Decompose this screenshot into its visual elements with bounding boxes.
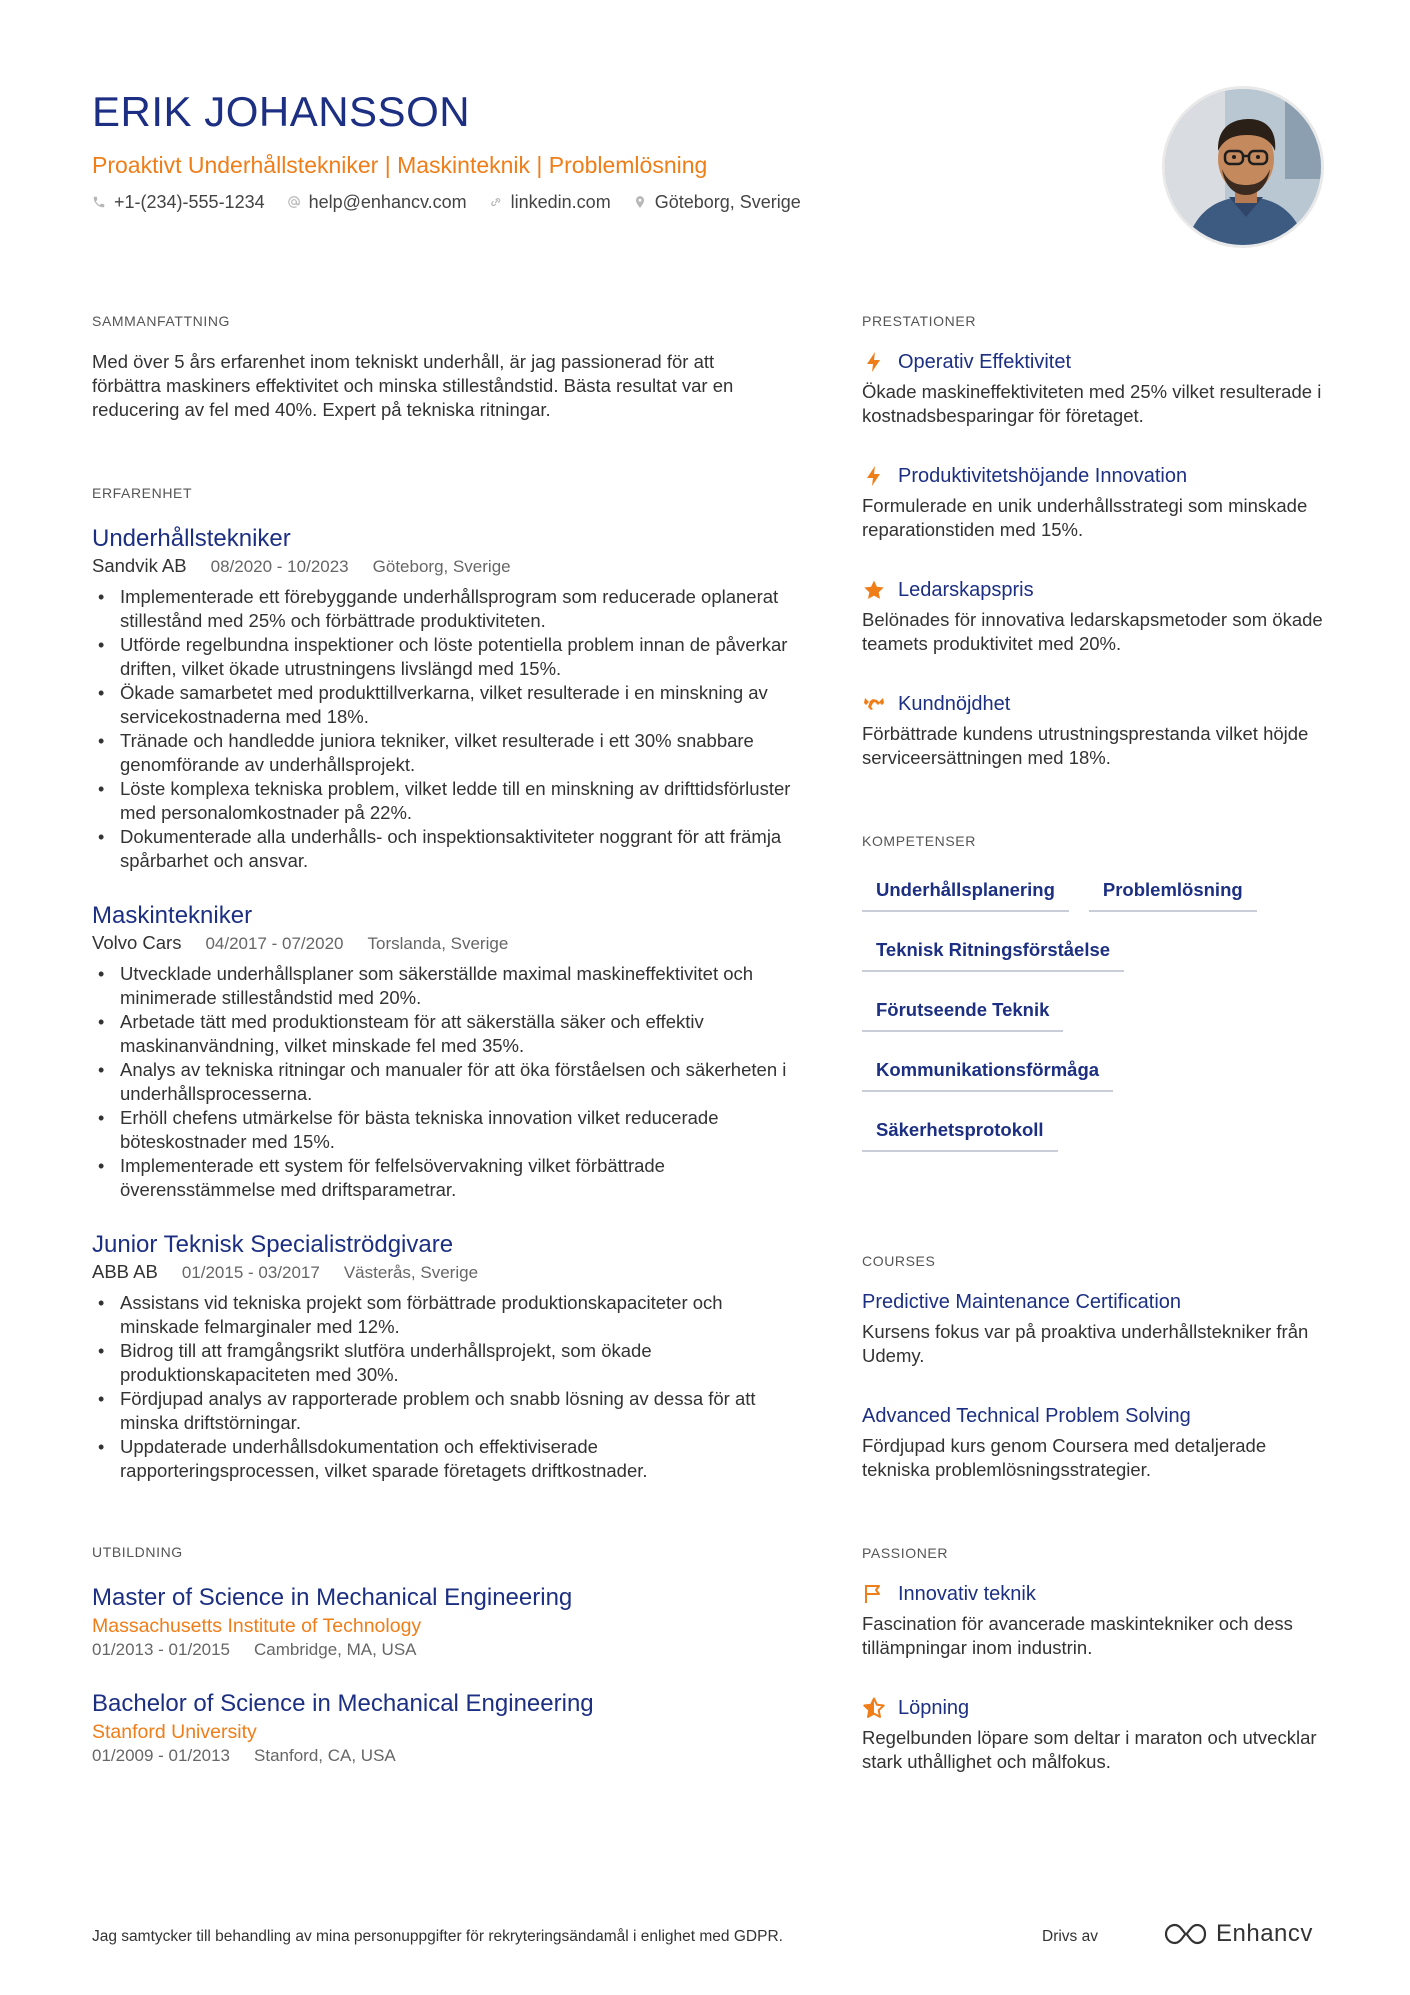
brand-name: Enhancv — [1216, 1920, 1313, 1947]
achievement-item — [862, 348, 1332, 428]
education-entry — [92, 1689, 792, 1767]
resume-footer — [92, 1918, 1332, 1958]
enhancv-logo-icon — [1162, 1920, 1208, 1948]
achievements-title: PRESTATIONER — [862, 313, 977, 329]
skill-tag: Säkerhetsprotokoll — [862, 1112, 1058, 1152]
bullet-item: • Implementerade ett system för felfelsövervakning vilket förbättrade överensstämmelse med driftsparametrar. — [92, 1154, 792, 1202]
job-entry — [92, 901, 792, 1202]
education-school: Massachusetts Institute of Technology — [92, 1615, 422, 1637]
contact-email[interactable] — [287, 190, 467, 214]
courses-title: COURSES — [862, 1253, 936, 1269]
passions-title: PASSIONER — [862, 1545, 949, 1561]
phone-icon — [92, 195, 106, 209]
course-desc: Kursens fokus var på proaktiva underhållstekniker från Udemy. — [862, 1321, 1309, 1366]
bullet-item: • Implementerade ett förebyggande underhållsprogram som reducerade oplanerat stillestånd med 25% och förbättrade produktiviteten. — [92, 585, 792, 633]
achievement-item — [862, 690, 1332, 770]
bolt-icon — [862, 350, 886, 374]
brand-logo[interactable] — [1162, 1920, 1313, 1948]
job-bullets — [92, 962, 792, 1202]
course-item — [862, 1402, 1332, 1482]
bullet-item: • Löste komplexa tekniska problem, vilket ledde till en minskning av drifttidsförluster med personalomkostnader på 22%. — [92, 777, 792, 825]
bullet-item: • Arbetade tätt med produktionsteam för att säkerställa säker och effektiv maskinanvändning, vilket minskade fel med 35%. — [92, 1010, 792, 1058]
skills-list — [862, 872, 1332, 1172]
star-icon — [862, 578, 886, 602]
course-title: Advanced Technical Problem Solving — [862, 1405, 1191, 1427]
profile-photo — [1162, 86, 1324, 248]
contact-phone — [92, 190, 265, 214]
achievement-title: Produktivitetshöjande Innovation — [898, 465, 1188, 487]
job-location: Västerås, Sverige — [343, 1263, 479, 1282]
achievement-title: Operativ Effektivitet — [898, 351, 1072, 373]
education-dates: 01/2013 - 01/2015 — [92, 1640, 231, 1659]
passion-title: Löpning — [898, 1697, 970, 1719]
skill-tag: Underhållsplanering — [862, 872, 1069, 912]
skill-tag: Teknisk Ritningsförståelse — [862, 932, 1124, 972]
job-company: Volvo Cars — [92, 932, 182, 953]
education-location: Stanford, CA, USA — [254, 1746, 396, 1765]
job-bullets — [92, 585, 792, 873]
job-title: Maskintekniker — [92, 902, 253, 929]
powered-by-label: Drivs av — [1042, 1928, 1098, 1945]
education-meta — [92, 1745, 792, 1767]
experience-title: ERFARENHET — [92, 485, 193, 501]
contact-list — [92, 190, 1142, 214]
bullet-item: • Bidrog till att framgångsrikt slutföra underhållsprojekt, som ökade produktionskapaciteten med 30%. — [92, 1339, 792, 1387]
gdpr-consent: Jag samtycker till behandling av mina personuppgifter för rekryteringsändamål i enlighet med GDPR. — [92, 1928, 783, 1945]
education-title: UTBILDNING — [92, 1544, 183, 1560]
candidate-name: ERIK JOHANSSON — [92, 88, 471, 135]
bullet-item: • Utvecklade underhållsplaner som säkerställde maximal maskineffektivitet och minimerade stilleståndstid med 20%. — [92, 962, 792, 1010]
job-location: Göteborg, Sverige — [372, 557, 511, 576]
achievement-head — [862, 690, 1332, 718]
bullet-item: • Analys av tekniska ritningar och manualer för att öka förståelsen och säkerheten i underhållsprocesserna. — [92, 1058, 792, 1106]
summary-text: Med över 5 års erfarenhet inom tekniskt underhåll, är jag passionerad för att förbättra maskiners effektivitet och minska stilleståndstid. Bästa resultat var en reducering av fel med 40%. Expert på tekniska ritningar. — [92, 351, 734, 420]
education-school: Stanford University — [92, 1721, 257, 1743]
handshake-icon — [862, 692, 886, 716]
skill-tag: Problemlösning — [1089, 872, 1257, 912]
achievement-item — [862, 576, 1332, 656]
job-meta — [92, 931, 792, 956]
education-entry — [92, 1583, 792, 1661]
job-bullets — [92, 1291, 792, 1483]
job-entry — [92, 524, 792, 873]
education-meta — [92, 1639, 792, 1661]
job-company: ABB AB — [92, 1261, 158, 1282]
achievement-desc: Förbättrade kundens utrustningsprestanda vilket höjde serviceersättningen med 18%. — [862, 723, 1309, 768]
job-dates: 01/2015 - 03/2017 — [181, 1263, 320, 1282]
passion-item — [862, 1694, 1332, 1774]
achievement-head — [862, 576, 1332, 604]
right-column — [862, 312, 1332, 1774]
skill-tag: Kommunikationsförmåga — [862, 1052, 1113, 1092]
bolt-icon — [862, 464, 886, 488]
location-pin-icon — [633, 195, 647, 209]
bullet-item: • Assistans vid tekniska projekt som förbättrade produktionskapaciteter och minskade felmarginaler med 12%. — [92, 1291, 792, 1339]
skill-tag: Förutseende Teknik — [862, 992, 1063, 1032]
achievement-desc: Formulerade en unik underhållsstrategi som minskade reparationstiden med 15%. — [862, 495, 1308, 540]
job-title: Junior Teknisk Specialiströdgivare — [92, 1231, 454, 1258]
achievement-head — [862, 348, 1332, 376]
location-text: Göteborg, Sverige — [654, 192, 801, 212]
flag-icon — [862, 1582, 886, 1606]
bullet-item: • Utförde regelbundna inspektioner och löste potentiella problem innan de påverkar driften, vilket ökade utrustningens livslängd med 15%. — [92, 633, 792, 681]
achievement-item — [862, 462, 1332, 542]
job-company: Sandvik AB — [92, 555, 187, 576]
link-icon — [489, 195, 503, 209]
bullet-item: • Fördjupad analys av rapporterade problem och snabb lösning av dessa för att minska driftstörningar. — [92, 1387, 792, 1435]
achievement-title: Kundnöjdhet — [898, 693, 1011, 715]
passion-head — [862, 1694, 1332, 1722]
contact-linkedin[interactable] — [489, 190, 611, 214]
achievement-head — [862, 462, 1332, 490]
course-desc: Fördjupad kurs genom Coursera med detaljerade tekniska problemlösningsstrategier. — [862, 1435, 1267, 1480]
job-entry — [92, 1230, 792, 1483]
bullet-item: • Erhöll chefens utmärkelse för bästa tekniska innovation vilket reducerade böteskostnader med 15%. — [92, 1106, 792, 1154]
bullet-item: • Dokumenterade alla underhålls- och inspektionsaktiviteter noggrant för att främja spårbarhet och ansvar. — [92, 825, 792, 873]
portrait-illustration — [1165, 89, 1324, 248]
job-dates: 04/2017 - 07/2020 — [205, 934, 344, 953]
job-meta — [92, 1260, 792, 1285]
job-title: Underhållstekniker — [92, 525, 291, 552]
phone-text: +1-(234)-555-1234 — [114, 192, 265, 212]
bullet-item: • Ökade samarbetet med produkttillverkarna, vilket resulterade i en minskning av servicekostnaderna med 18%. — [92, 681, 792, 729]
education-dates: 01/2009 - 01/2013 — [92, 1746, 231, 1765]
star-half-icon — [862, 1696, 886, 1720]
achievement-title: Ledarskapspris — [898, 579, 1034, 601]
passion-title: Innovativ teknik — [898, 1583, 1036, 1605]
summary-title: SAMMANFATTNING — [92, 313, 231, 329]
job-meta — [92, 554, 792, 579]
left-column — [92, 312, 792, 1767]
course-item — [862, 1288, 1332, 1368]
candidate-headline: Proaktivt Underhållstekniker | Maskinteknik | Problemlösning — [92, 152, 708, 178]
passion-desc: Fascination för avancerade maskintekniker och dess tillämpningar inom industrin. — [862, 1613, 1293, 1658]
achievement-desc: Belönades för innovativa ledarskapsmetoder som ökade teamets produktivitet med 20%. — [862, 609, 1323, 654]
achievement-desc: Ökade maskineffektiviteten med 25% vilket resulterade i kostnadsbesparingar för företaget. — [862, 381, 1322, 426]
passion-item — [862, 1580, 1332, 1660]
job-location: Torslanda, Sverige — [367, 934, 509, 953]
education-degree: Master of Science in Mechanical Engineering — [92, 1584, 573, 1611]
contact-location — [633, 190, 801, 214]
education-degree: Bachelor of Science in Mechanical Engineering — [92, 1690, 594, 1717]
bullet-item: • Tränade och handledde juniora tekniker, vilket resulterade i ett 30% snabbare genomförande av underhållsprojekt. — [92, 729, 792, 777]
course-title: Predictive Maintenance Certification — [862, 1291, 1182, 1313]
linkedin-text[interactable]: linkedin.com — [510, 192, 611, 212]
resume-header — [92, 86, 1142, 214]
bullet-item: • Uppdaterade underhållsdokumentation och effektiviserade rapporteringsprocessen, vilket sparade företagets driftkostnader. — [92, 1435, 792, 1483]
job-dates: 08/2020 - 10/2023 — [210, 557, 349, 576]
at-icon — [287, 195, 301, 209]
skills-title: KOMPETENSER — [862, 833, 976, 849]
education-location: Cambridge, MA, USA — [254, 1640, 417, 1659]
passion-head — [862, 1580, 1332, 1608]
passion-desc: Regelbunden löpare som deltar i maraton och utvecklar stark uthållighet och målfokus. — [862, 1727, 1317, 1772]
email-text[interactable]: help@enhancv.com — [308, 192, 467, 212]
